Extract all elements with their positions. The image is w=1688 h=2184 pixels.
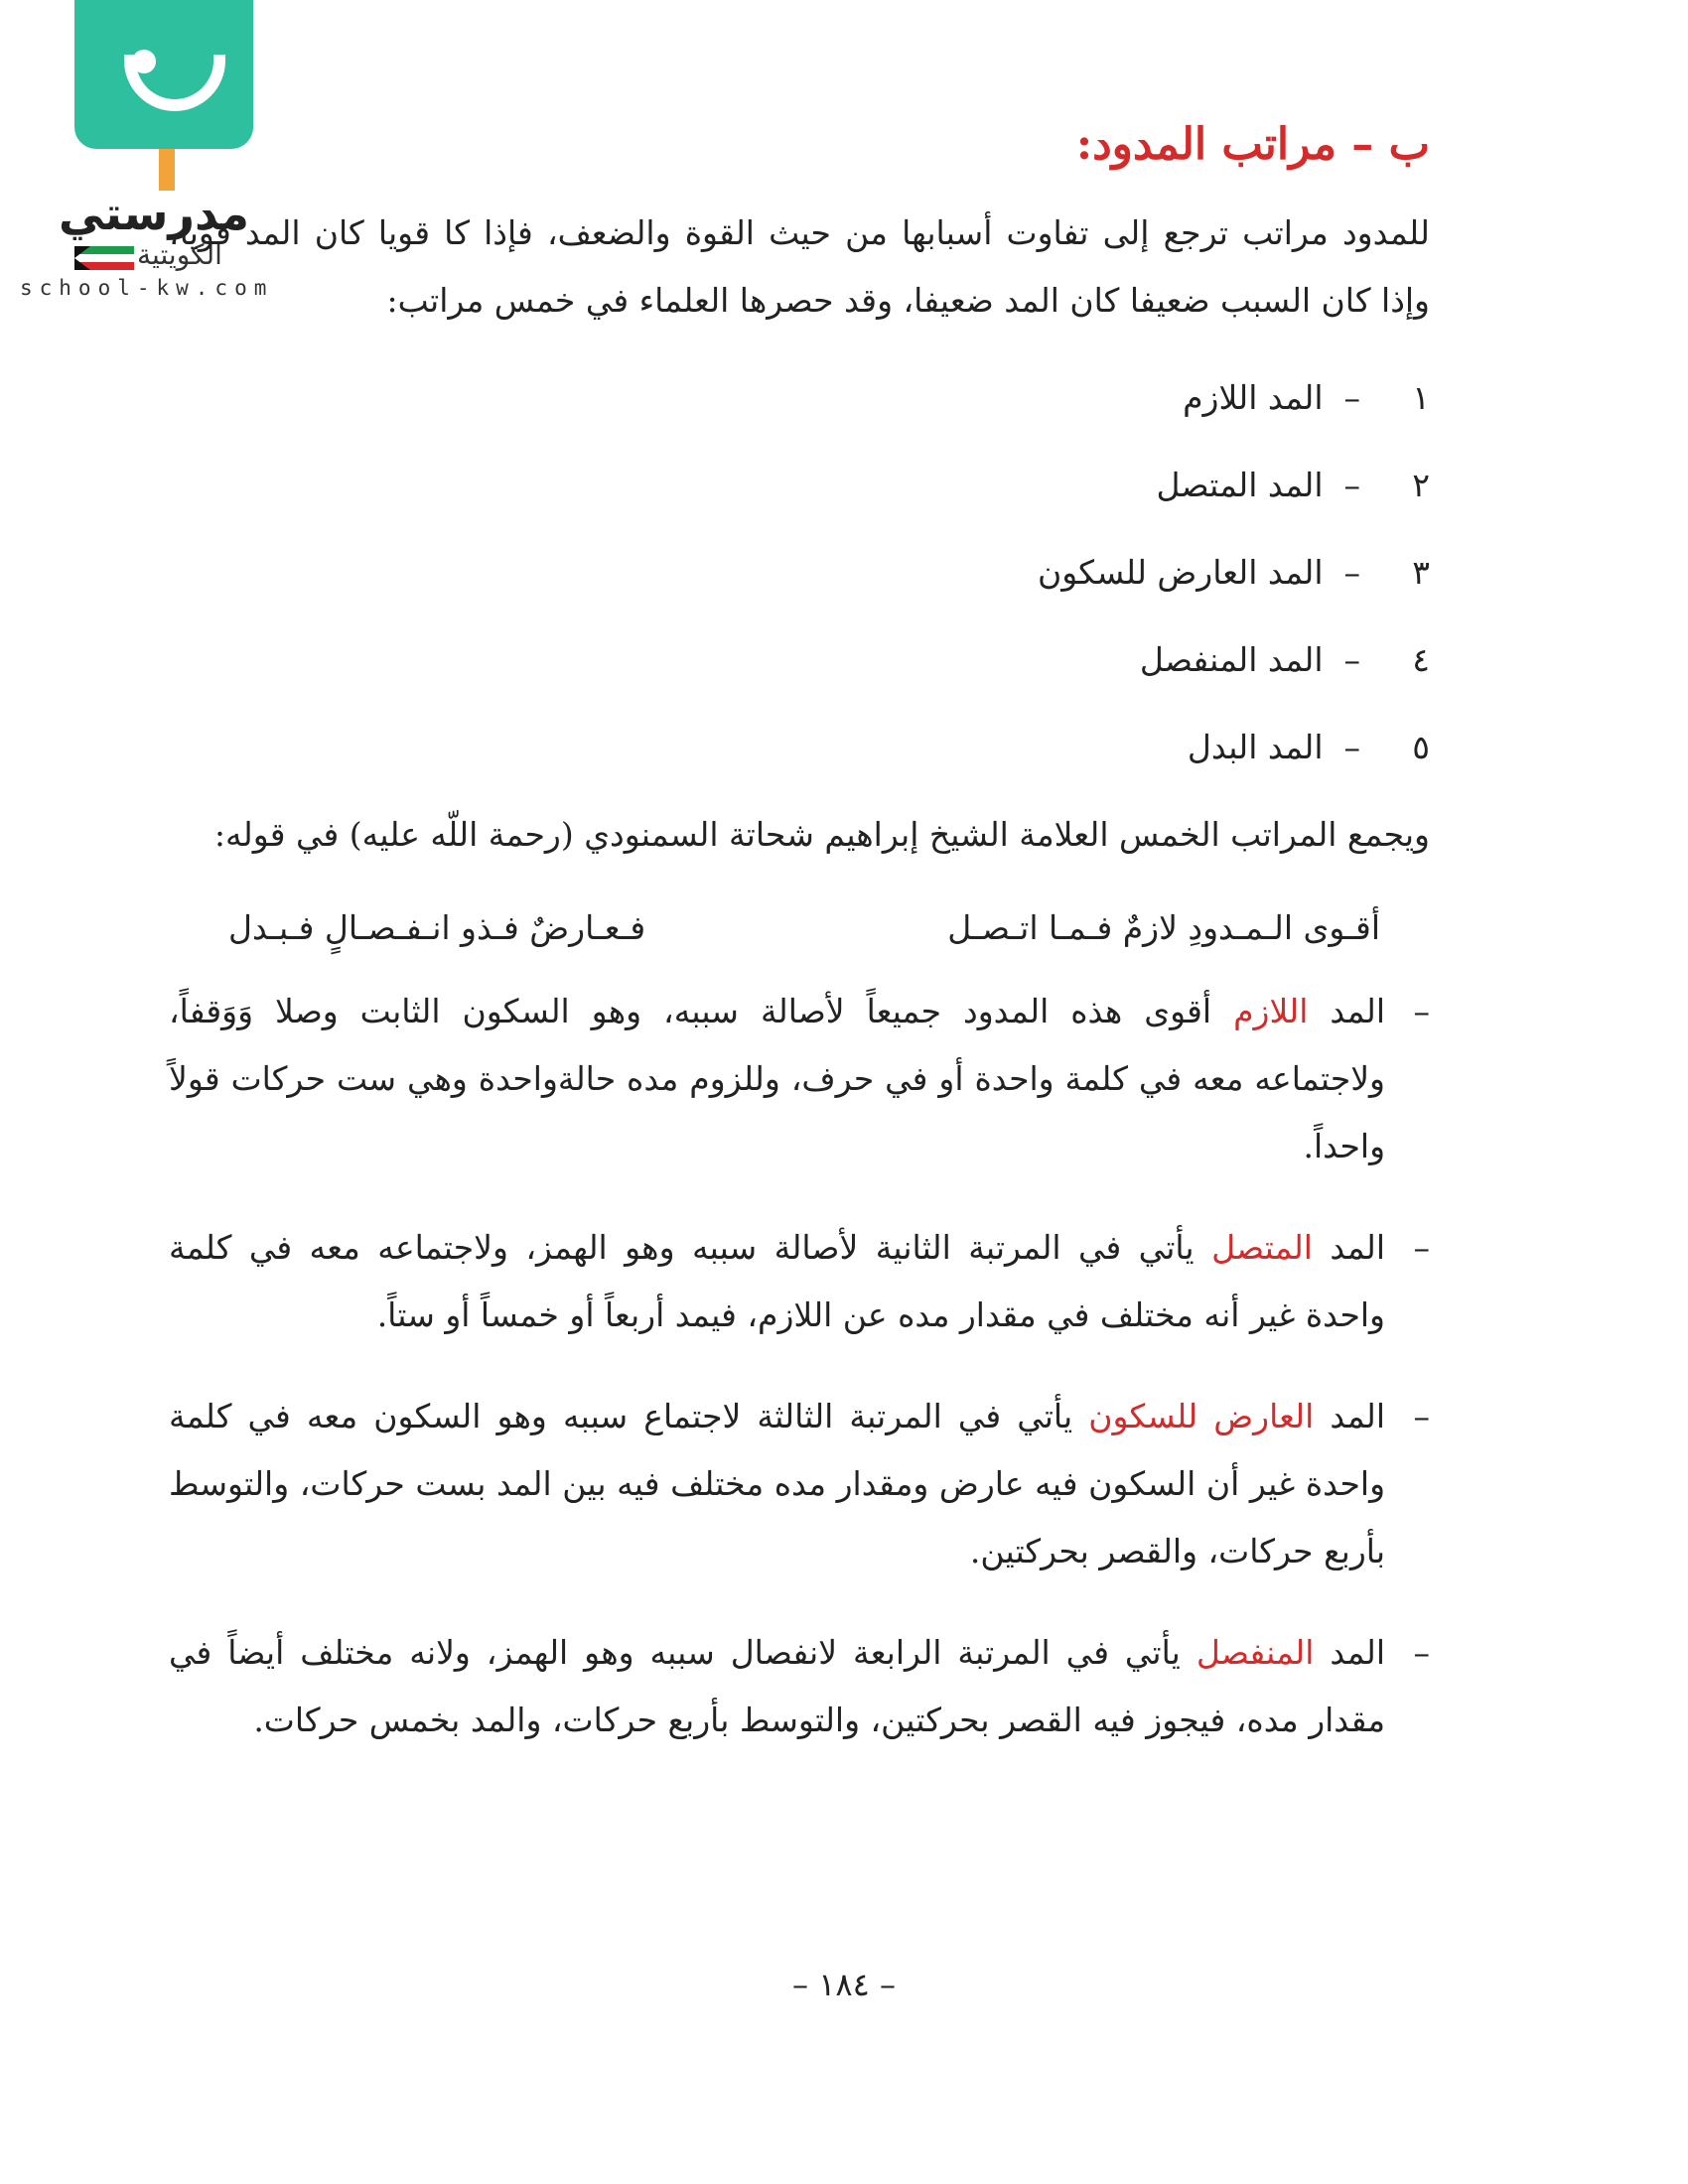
kuwait-flag-icon: [74, 246, 134, 270]
poem-hemistich-second: فـعـارضٌ فـذو انـفـصـالٍ فـبـدل: [228, 908, 646, 947]
list-item: ٢– المد المتصل: [1156, 466, 1430, 504]
section-title: ب – مراتب المدود:: [1075, 119, 1430, 170]
detail-item: – المد المتصل يأتي في المرتبة الثانية لأصالة سببه وهو الهمز، ولاجتماعه معه في كلمة واحدة غير أنه مختلف في مقدار مده عن اللازم، فيمد أربعاً أو خمساً أو ستاً.: [169, 1228, 1430, 1334]
intro-paragraph: للمدود مراتب ترجع إلى تفاوت أسبابها من حيث القوة والضعف، فإذا كا قويا كان المد قويا، وإذا كان السبب ضعيفا كان المد ضعيفا، وقد حصرها العلماء في خمس مراتب:: [169, 213, 1430, 320]
detail-item: – المد العارض للسكون يأتي في المرتبة الثالثة لاجتماع سببه وهو السكون معه في كلمة واحدة غير أن السكون فيه عارض ومقدار مده مختلف فيه بين المد بست حركات، والتوسط بأربع حركات، والقصر بحركتين.: [169, 1397, 1430, 1570]
poem-hemistich-first: أقـوى الـمـدودِ لازمٌ فـمـا اتـصـل: [947, 908, 1380, 947]
term-highlight: المتصل: [1211, 1228, 1313, 1267]
list-item: ٣– المد العارض للسكون: [1037, 553, 1430, 592]
detail-item: – المد المنفصل يأتي في المرتبة الرابعة لانفصال سببه وهو الهمز، ولانه مختلف أيضاً في مقدار مده، فيجوز فيه القصر بحركتين، والتوسط بأربع حركات، والمد بخمس حركات.: [169, 1633, 1430, 1739]
logo-subtitle: الكويتية: [137, 238, 222, 271]
term-highlight: العارض للسكون: [1088, 1397, 1315, 1435]
list-item: ١– المد اللازم: [1183, 378, 1430, 417]
poem-verse: [228, 898, 1380, 958]
page-number: – ١٨٤ –: [792, 1966, 896, 2003]
list-item: ٥– المد البدل: [1187, 728, 1430, 766]
ranks-list: [169, 354, 1430, 791]
term-highlight: اللازم: [1233, 992, 1309, 1030]
term-highlight: المنفصل: [1196, 1633, 1315, 1672]
page-content: [169, 109, 1430, 1788]
collect-paragraph: ويجمع المراتب الخمس العلامة الشيخ إبراهيم شحاتة السمنودي (رحمة اللّه عليه) في قوله:: [213, 815, 1430, 854]
logo-name: مدرستي: [58, 187, 250, 240]
list-item: ٤– المد المنفصل: [1139, 640, 1430, 679]
detail-item: – المد اللازم أقوى هذه المدود جميعاً لأصالة سببه، وهو السكون الثابت وصلا وَوَقفاً، ولاجتماعه معه في كلمة واحدة أو في حرف، وللزوم مده حالةواحدة وهي ست حركات قولاً واحداً.: [169, 992, 1430, 1165]
logo-url: school-kw.com: [20, 276, 274, 300]
